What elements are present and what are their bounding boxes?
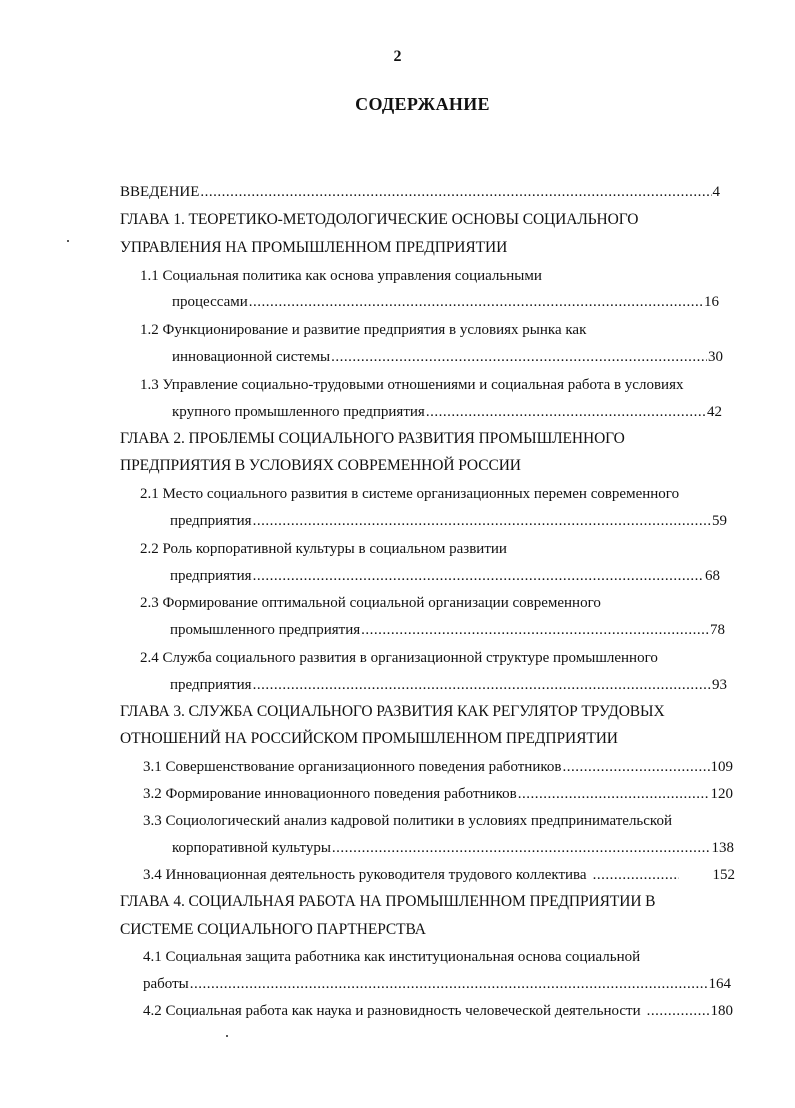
section-title-line: предприятия [170,568,252,584]
chapter-title-line: ГЛАВА 1. ТЕОРЕТИКО-МЕТОДОЛОГИЧЕСКИЕ ОСНОВЫ СОЦИАЛЬНОГО [120,211,639,228]
toc-chapter-3[interactable] [120,702,665,722]
section-title-line: 2.1 Место социального развития в системе организационных перемен современного [140,486,680,502]
section-title-line: крупного промышленного предприятия [172,404,425,420]
toc-chapter-1[interactable] [120,210,638,230]
section-title-line: 1.1 Социальная политика как основа управления социальными [140,268,542,284]
toc-chapter-3-cont [120,729,618,749]
toc-page-number: 120 [710,786,733,802]
toc-section-2-3-cont [170,620,725,640]
chapter-title-line: ОТНОШЕНИЙ НА РОССИЙСКОМ ПРОМЫШЛЕННОМ ПРЕДПРИЯТИИ [120,730,618,747]
toc-section-3-3-cont [172,838,734,858]
toc-page-number: 68 [705,568,720,584]
toc-section-2-2[interactable] [140,539,507,559]
dot-leader [647,1001,710,1021]
toc-page-number: 59 [712,513,727,529]
dot-leader [518,784,710,804]
toc-entry-intro[interactable] [120,182,720,202]
section-title-line: 3.1 Совершенствование организационного поведения работников [143,759,562,775]
dot-leader [593,865,679,885]
dot-leader [253,675,711,695]
chapter-title-line: СИСТЕМЕ СОЦИАЛЬНОГО ПАРТНЕРСТВА [120,921,426,938]
dot-leader [426,402,706,422]
section-title-line: предприятия [170,677,252,693]
section-title-line: промышленного предприятия [170,622,361,638]
toc-chapter-1-cont [120,238,507,258]
section-title-line: 3.4 Инновационная деятельность руководителя трудового коллектива [143,867,587,883]
section-title-line: работы [143,976,189,992]
toc-section-1-2-cont [172,347,723,367]
dot-leader [200,182,711,202]
section-title-line: 3.2 Формирование инновационного поведения работников [143,786,517,802]
section-title-line: 3.3 Социологический анализ кадровой политики в условиях предпринимательской [143,813,672,829]
toc-section-2-4-cont [170,675,727,695]
toc-section-2-3[interactable] [140,593,601,613]
dot-leader [361,620,709,640]
section-title-line: 1.2 Функционирование и развитие предприятия в условиях рынка как [140,322,587,338]
toc-section-3-1[interactable] [143,757,733,777]
toc-section-1-1-cont [172,292,719,312]
dot-leader [332,838,711,858]
section-title-line: корпоративной культуры [172,840,331,856]
toc-section-2-1[interactable] [140,484,679,504]
toc-section-2-1-cont [170,511,727,531]
toc-section-4-1[interactable] [143,947,640,967]
section-title-line: инновационной системы [172,349,331,365]
chapter-title-line: ГЛАВА 2. ПРОБЛЕМЫ СОЦИАЛЬНОГО РАЗВИТИЯ ПРОМЫШЛЕННОГО [120,430,625,447]
toc-page-number: 42 [707,404,722,420]
toc-page-number: 4 [712,184,720,200]
chapter-title-line: ПРЕДПРИЯТИЯ В УСЛОВИЯХ СОВРЕМЕННОЙ РОССИИ [120,457,521,474]
toc-page-number: 93 [712,677,727,693]
toc-page-number: 138 [711,840,734,856]
toc-chapter-2[interactable] [120,429,625,449]
section-title-line: 4.2 Социальная работа как наука и разновидность человеческой деятельности [143,1003,641,1019]
dot-leader [253,566,704,586]
toc-chapter-4-cont [120,920,426,940]
toc-section-3-3[interactable] [143,811,672,831]
chapter-title-line: ГЛАВА 4. СОЦИАЛЬНАЯ РАБОТА НА ПРОМЫШЛЕННОМ ПРЕДПРИЯТИИ В [120,893,656,910]
toc-page-number: 78 [710,622,725,638]
toc-page-number: 16 [704,294,719,310]
toc-section-4-2[interactable] [143,1001,733,1021]
dot-leader [562,757,709,777]
dot-leader [249,292,703,312]
section-title-line: 4.1 Социальная защита работника как институциональная основа социальной [143,949,641,965]
toc-page-number: 180 [710,1003,733,1019]
toc-section-2-4[interactable] [140,648,658,668]
toc-section-1-1[interactable] [140,266,542,286]
toc-section-3-2[interactable] [143,784,733,804]
section-title-line: 2.2 Роль корпоративной культуры в социальном развитии [140,541,507,557]
toc-section-1-3[interactable] [140,375,683,395]
toc-entry-label: ВВЕДЕНИЕ [120,184,200,200]
section-title-line: 2.4 Служба социального развития в организационной структуре промышленного [140,650,658,666]
toc-chapter-2-cont [120,456,521,476]
section-title-line: предприятия [170,513,252,529]
toc-section-3-4[interactable] [143,865,735,885]
toc-section-2-2-cont [170,566,720,586]
toc-section-1-2[interactable] [140,320,586,340]
toc-chapter-4[interactable] [120,892,655,912]
toc-page-number: 109 [710,759,733,775]
dot-leader [253,511,711,531]
toc-section-4-1-cont [143,974,731,994]
page-number: 2 [393,48,402,65]
dot-leader [331,347,707,367]
chapter-title-line: ГЛАВА 3. СЛУЖБА СОЦИАЛЬНОГО РАЗВИТИЯ КАК РЕГУЛЯТОР ТРУДОВЫХ [120,703,665,720]
section-title-line: 1.3 Управление социально-трудовыми отношениями и социальная работа в условиях [140,377,684,393]
page-title: СОДЕРЖАНИЕ [355,94,490,114]
toc-page-number: 152 [712,867,735,883]
chapter-title-line: УПРАВЛЕНИЯ НА ПРОМЫШЛЕННОМ ПРЕДПРИЯТИИ [120,239,508,256]
toc-page-number: 164 [708,976,731,992]
section-title-line: процессами [172,294,248,310]
dot-leader [190,974,708,994]
toc-page-number: 30 [708,349,723,365]
section-title-line: 2.3 Формирование оптимальной социальной организации современного [140,595,601,611]
toc-section-1-3-cont [172,402,722,422]
